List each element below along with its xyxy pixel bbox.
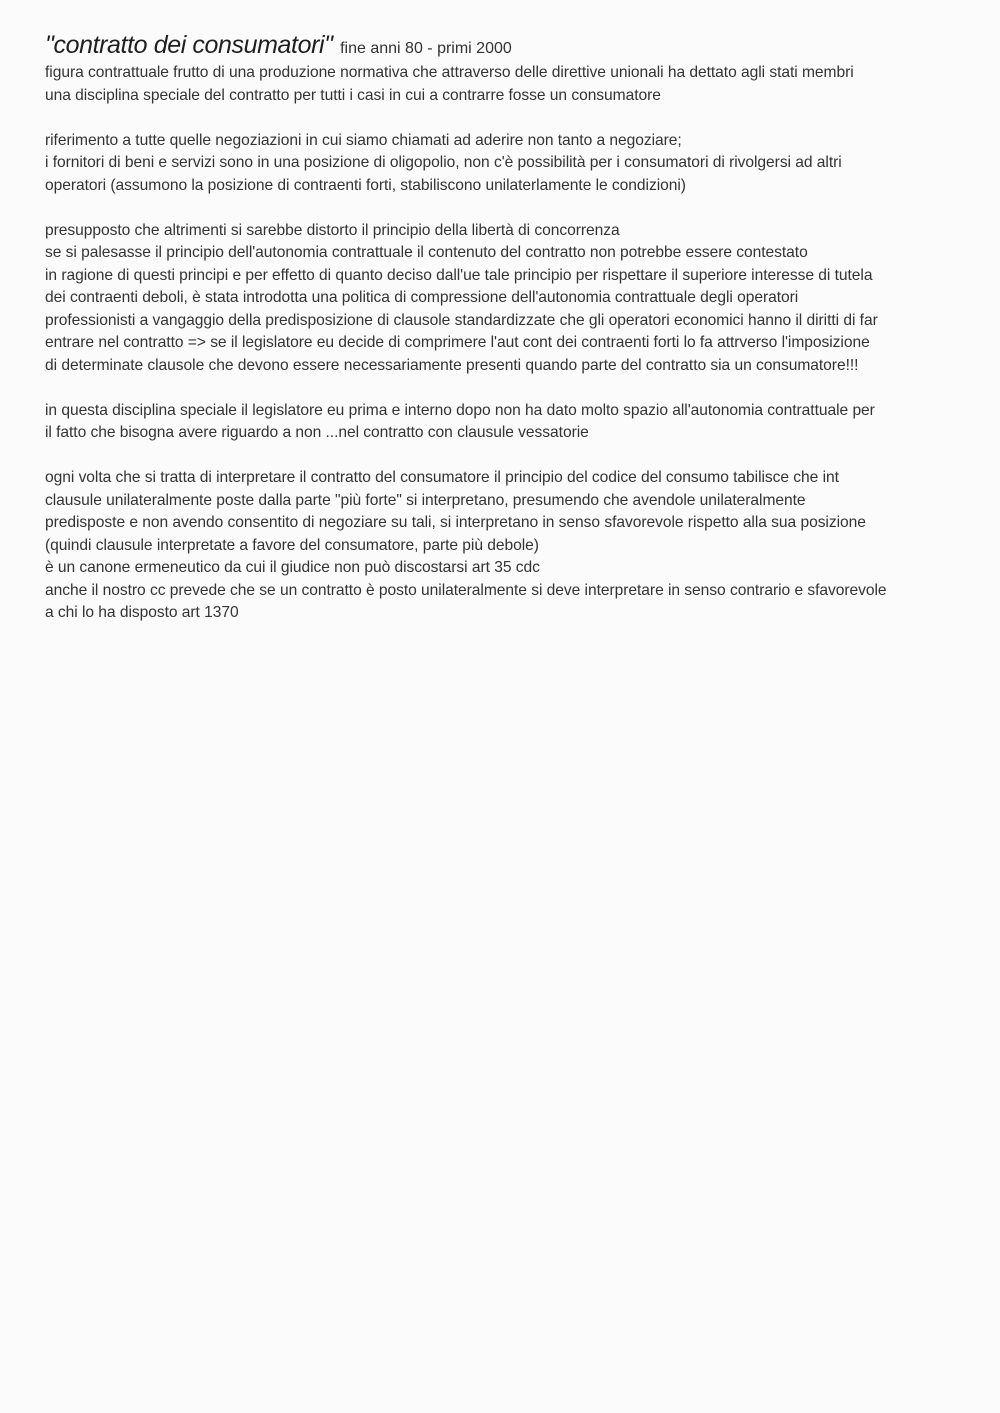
text-line: dei contraenti deboli, è stata introdotta una politica di compressione dell'autonomia contrattuale degli operatori bbox=[45, 289, 799, 306]
text-line: è un canone ermeneutico da cui il giudice non può discostarsi art 35 cdc bbox=[45, 559, 540, 576]
text-line: in ragione di questi principi e per effetto di quanto deciso dall'ue tale principio per rispettare il superiore interesse di tutela bbox=[45, 266, 873, 284]
text-line: presupposto che altrimenti si sarebbe distorto il principio della libertà di concorrenza bbox=[45, 221, 620, 239]
text-line: riferimento a tutte quelle negoziazioni in cui siamo chiamati ad aderire non tanto a negoziare; bbox=[45, 131, 682, 149]
paragraph-4 bbox=[45, 400, 960, 445]
paragraph-spacer bbox=[45, 197, 960, 220]
text-line: a chi lo ha disposto art 1370 bbox=[45, 604, 239, 621]
text-line: professionisti a vangaggio della predisposizione di clausole standardizzate che gli operatori economici hanno il diritti di far bbox=[45, 311, 878, 329]
paragraph-spacer bbox=[45, 377, 960, 400]
page-subtitle: fine anni 80 - primi 2000 bbox=[340, 40, 512, 57]
text-line: di determinate clausole che devono essere necessariamente presenti quando parte del contratto sia un consumatore!!! bbox=[45, 356, 859, 374]
text-line: se si palesasse il principio dell'autonomia contrattuale il contenuto del contratto non potrebbe essere contestato bbox=[45, 244, 808, 261]
heading bbox=[45, 28, 960, 62]
text-line: figura contrattuale frutto di una produzione normativa che attraverso delle direttive unionali ha dettato agli stati membri bbox=[45, 64, 854, 81]
paragraph-3 bbox=[45, 220, 960, 378]
document-page bbox=[45, 28, 960, 625]
paragraph-spacer bbox=[45, 445, 960, 468]
text-line: in questa disciplina speciale il legislatore eu prima e interno dopo non ha dato molto spazio all'autonomia contrattuale per bbox=[45, 401, 875, 419]
text-line: predisposte e non avendo consentito di negoziare su tali, si interpretano in senso sfavorevole rispetto alla sua posizione bbox=[45, 514, 866, 531]
page-title: "contratto dei consumatori" bbox=[45, 31, 333, 59]
text-line: il fatto che bisogna avere riguardo a non ...nel contratto con clausule vessatorie bbox=[45, 424, 589, 441]
text-line: i fornitori di beni e servizi sono in una posizione di oligopolio, non c'è possibilità per i consumatori di rivolgersi ad altri bbox=[45, 154, 842, 171]
text-line: una disciplina speciale del contratto per tutti i casi in cui a contrarre fosse un consumatore bbox=[45, 86, 661, 104]
paragraph-1 bbox=[45, 62, 960, 107]
text-line: ogni volta che si tratta di interpretare il contratto del consumatore il principio del codice del consumo tabilisce che int bbox=[45, 469, 839, 486]
text-line: (quindi clausule interpretate a favore del consumatore, parte più debole) bbox=[45, 536, 539, 554]
paragraph-2 bbox=[45, 130, 960, 198]
text-line: anche il nostro cc prevede che se un contratto è posto unilateralmente si deve interpretare in senso contrario e sfavorevole bbox=[45, 581, 887, 599]
paragraph-spacer bbox=[45, 107, 960, 130]
paragraph-5 bbox=[45, 467, 960, 625]
text-line: clausule unilateralmente poste dalla parte "più forte" si interpretano, presumendo che avendole unilateralmente bbox=[45, 491, 806, 509]
text-line: entrare nel contratto => se il legislatore eu decide di comprimere l'aut cont dei contraenti forti lo fa attrverso l'imposizione bbox=[45, 334, 870, 351]
text-line: operatori (assumono la posizione di contraenti forti, stabiliscono unilaterlamente le condizioni) bbox=[45, 176, 686, 194]
